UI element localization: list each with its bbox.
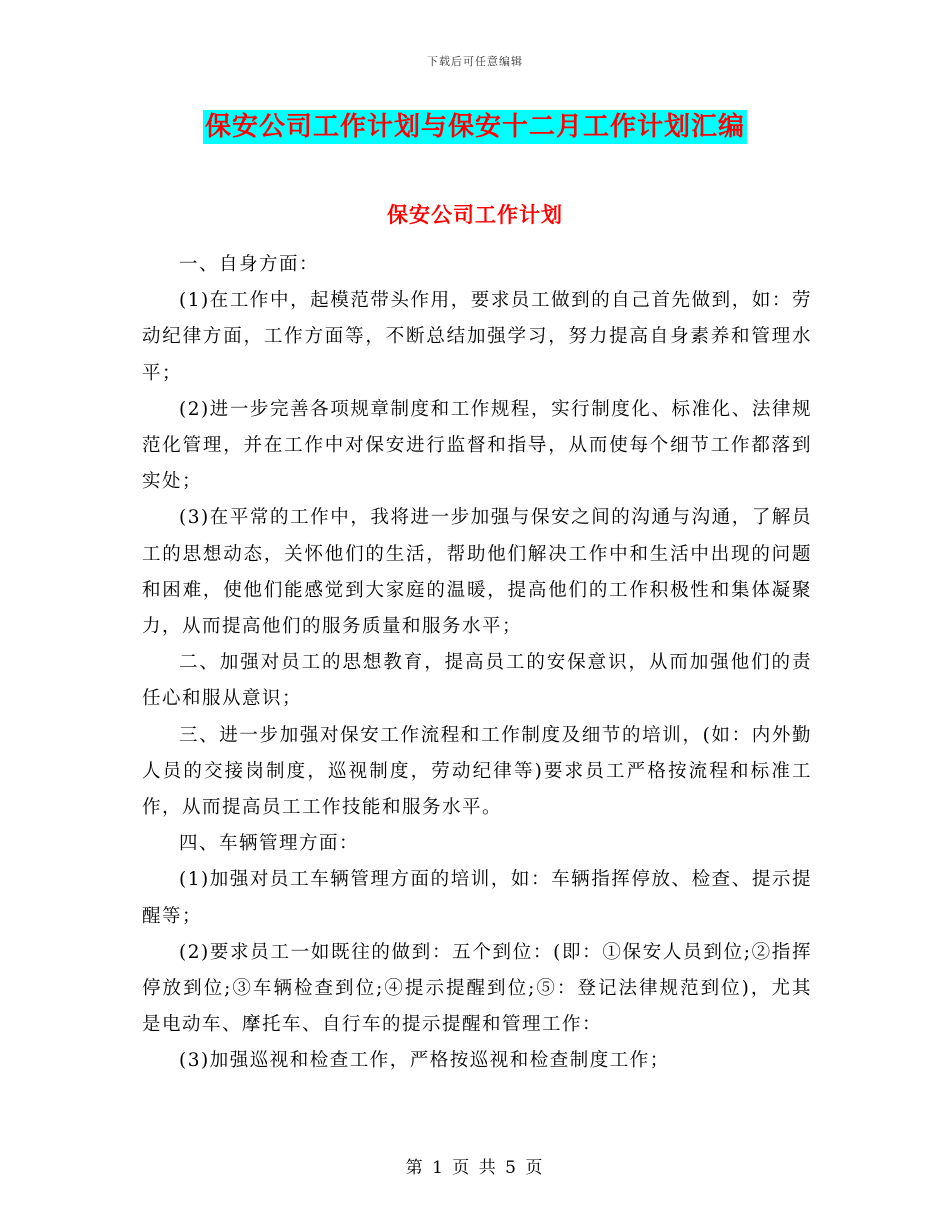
paragraph: (1)在工作中，起模范带头作用，要求员工做到的自己首先做到，如：劳动纪律方面，工作方面等，不断总结加强学习，努力提高自身素养和管理水平； [142,290,812,384]
paragraph: (2)要求员工一如既往的做到：五个到位：(即：①保安人员到位;②指挥停放到位;③车辆检查到位;④提示提醒到位;⑤：登记法律规范到位)，尤其是电动车、摩托车、自行车的提示提醒和管理工作： [142,941,812,1036]
document-title-text: 保安公司工作计划与保安十二月工作计划汇编 [204,112,745,142]
paragraph: 二、加强对员工的思想教育，提高员工的安保意识，从而加强他们的责任心和服从意识； [142,652,812,710]
paragraph: (3)在平常的工作中，我将进一步加强与保安之间的沟通与沟通，了解员工的思想动态，关怀他们的生活，帮助他们解决工作中和生活中出现的问题和困难，使他们能感觉到大家庭的温暖，提高他们的工作积极性和集体凝聚力，从而提高他们的服务质量和服务水平； [142,507,812,638]
paragraph: (1)加强对员工车辆管理方面的培训，如：车辆指挥停放、检查、提示提醒等； [142,869,812,927]
document-title [0,110,950,144]
page-footer: 第 1 页 共 5 页 [405,1158,545,1178]
paragraph: 三、进一步加强对保安工作流程和工作制度及细节的培训，(如：内外勤人员的交接岗制度，巡视制度，劳动纪律等)要求员工严格按流程和标准工作，从而提高员工工作技能和服务水平。 [142,724,812,819]
paragraph: 一、自身方面： [179,254,320,275]
document-body [142,247,812,1080]
header-note: 下载后可任意编辑 [427,55,523,68]
section-title: 保安公司工作计划 [387,202,563,227]
paragraph: (2)进一步完善各项规章制度和工作规程，实行制度化、标准化、法律规范化管理，并在工作中对保安进行监督和指导，从而使每个细节工作都落到实处； [142,398,812,493]
paragraph: 四、车辆管理方面： [179,833,360,855]
paragraph: (3)加强巡视和检查工作，严格按巡视和检查制度工作； [179,1050,670,1072]
